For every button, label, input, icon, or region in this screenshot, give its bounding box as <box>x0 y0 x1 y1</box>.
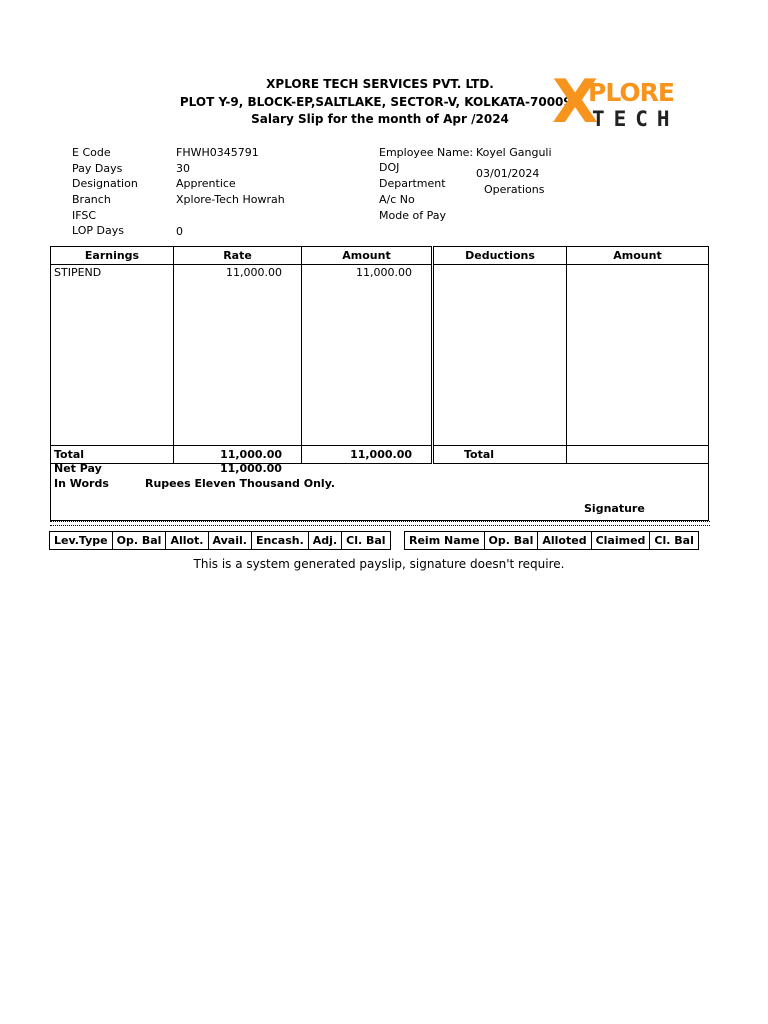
branch-value: Xplore-Tech Howrah <box>176 193 285 206</box>
reim-header-row <box>405 532 699 550</box>
separator-line <box>50 521 710 526</box>
department-label: Department <box>379 177 446 190</box>
logo-x: X <box>552 67 597 137</box>
earning-amount: 11,000.00 <box>302 265 433 446</box>
logo-plore: PLORE <box>588 78 674 107</box>
lop-label: LOP Days <box>72 224 124 237</box>
total-label: Total <box>51 446 174 464</box>
header-earnings: Earnings <box>51 247 174 265</box>
ecode-label: E Code <box>72 146 111 159</box>
footer-note: This is a system generated payslip, signature doesn't require. <box>193 557 565 571</box>
designation-label: Designation <box>72 177 138 190</box>
mode-label: Mode of Pay <box>379 209 446 222</box>
department-value: Operations <box>484 183 545 196</box>
leave-header: Cl. Bal <box>342 532 390 550</box>
leave-header: Encash. <box>251 532 308 550</box>
ecode-value: FHWH0345791 <box>176 146 259 159</box>
salary-table <box>50 246 709 464</box>
deduction-name <box>433 265 567 446</box>
deduction-total-label: Total <box>433 446 567 464</box>
leave-header: Allot. <box>166 532 208 550</box>
employee-name-label: Employee Name: <box>379 146 474 159</box>
reim-header: Cl. Bal <box>650 532 698 550</box>
net-pay-label: Net Pay <box>54 462 102 475</box>
doj-value: 03/01/2024 <box>476 167 540 180</box>
company-logo <box>552 67 684 137</box>
total-amount: 11,000.00 <box>302 446 433 464</box>
leave-header: Lev.Type <box>50 532 113 550</box>
leave-header-row <box>50 532 391 550</box>
logo-tech: TECH <box>592 107 679 131</box>
reim-header: Claimed <box>591 532 650 550</box>
reimbursement-table <box>404 531 699 550</box>
signature-label: Signature <box>584 502 645 515</box>
reim-header: Alloted <box>538 532 591 550</box>
earning-name: STIPEND <box>51 265 174 446</box>
table-row <box>51 265 709 446</box>
net-pay-box <box>50 461 709 521</box>
acno-label: A/c No <box>379 193 415 206</box>
in-words-label: In Words <box>54 477 109 490</box>
reim-header: Reim Name <box>405 532 485 550</box>
paydays-value: 30 <box>176 162 190 175</box>
header-amount: Amount <box>302 247 433 265</box>
header-rate: Rate <box>174 247 302 265</box>
table-header-row <box>51 247 709 265</box>
doj-label: DOJ <box>379 161 400 174</box>
employee-name-value: Koyel Ganguli <box>476 146 552 159</box>
leave-table <box>49 531 391 550</box>
branch-label: Branch <box>72 193 111 206</box>
deduction-amount <box>567 265 709 446</box>
header-deduction-amount: Amount <box>567 247 709 265</box>
leave-header: Avail. <box>208 532 251 550</box>
earning-rate: 11,000.00 <box>174 265 302 446</box>
total-rate: 11,000.00 <box>174 446 302 464</box>
paydays-label: Pay Days <box>72 162 123 175</box>
lop-value: 0 <box>176 225 183 238</box>
reim-header: Op. Bal <box>484 532 538 550</box>
slip-title: Salary Slip for the month of Apr /2024 <box>251 112 509 126</box>
company-address: PLOT Y-9, BLOCK-EP,SALTLAKE, SECTOR-V, KOLKATA-700091 <box>179 95 581 109</box>
company-name: XPLORE TECH SERVICES PVT. LTD. <box>266 77 494 91</box>
leave-header: Op. Bal <box>112 532 166 550</box>
net-pay-value: 11,000.00 <box>220 462 282 475</box>
ifsc-label: IFSC <box>72 209 97 222</box>
leave-header: Adj. <box>308 532 341 550</box>
in-words-value: Rupees Eleven Thousand Only. <box>145 477 336 490</box>
header-deductions: Deductions <box>433 247 567 265</box>
designation-value: Apprentice <box>176 177 236 190</box>
